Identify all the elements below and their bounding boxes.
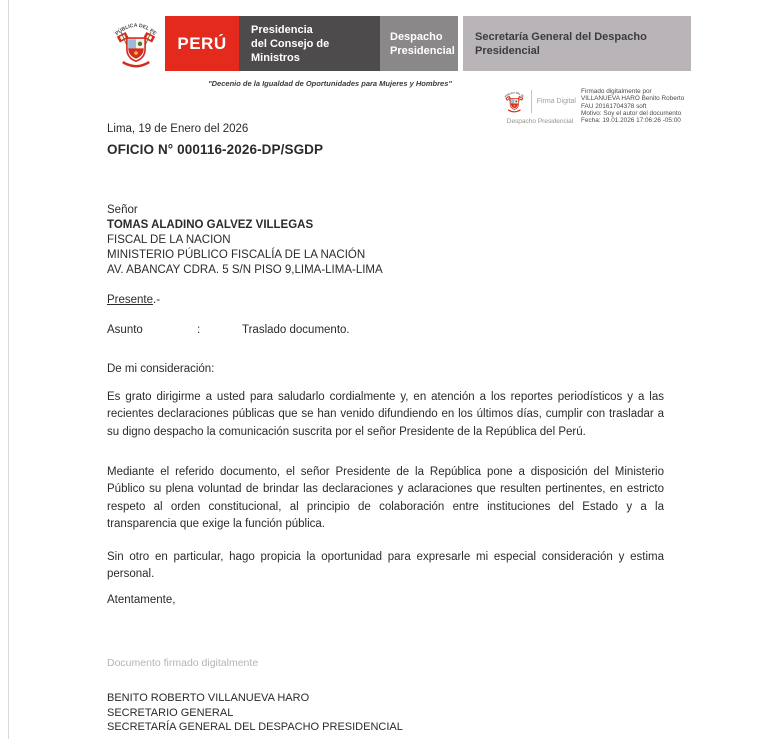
signer-block xyxy=(107,691,403,735)
presente-word: Presente xyxy=(107,294,154,306)
block-presidencia-consejo-ministros xyxy=(239,16,380,71)
firma-digital-box xyxy=(502,87,578,115)
signature-details xyxy=(581,88,721,124)
date-line: Lima, 19 de Enero del 2026 xyxy=(107,123,249,135)
subject-row xyxy=(107,324,350,336)
office-line-1: Despacho xyxy=(390,30,443,43)
presente-line xyxy=(107,294,160,306)
ministry-line-1: Presidencia xyxy=(251,23,313,36)
ministry-line-2: del Consejo de Ministros xyxy=(251,37,330,64)
recipient-institution: MINISTERIO PÚBLICO FISCALÍA DE LA NACIÓN xyxy=(107,249,366,261)
signature-detail-line: FAU 20161704378 soft xyxy=(581,102,647,110)
body-paragraph: Es grato dirigirme a usted para saludarlo cordialmente y, en atención a los reportes periodísticos y a las recientes declaraciones públicas que se han venido difundiendo en los últimos días, cumplir con trasladar a su digno despacho la comunicación suscrita por el señor Presidente de la República del Perú. xyxy=(107,391,664,438)
recipient-name: TOMAS ALADINO GALVEZ VILLEGAS xyxy=(107,219,314,231)
block-secretaria-general xyxy=(463,16,691,71)
salutation: Señor xyxy=(107,204,138,216)
digitally-signed-note: Documento firmado digitalmente xyxy=(107,657,259,669)
firma-digital-label: Firma Digital xyxy=(531,90,578,113)
subject-label: Asunto xyxy=(107,324,143,336)
brand-text: PERÚ xyxy=(177,33,227,53)
page-edge-divider xyxy=(8,0,9,739)
subject-value: Traslado documento. xyxy=(242,324,350,336)
brand-block-peru xyxy=(165,16,239,71)
recipient-address: AV. ABANCAY CDRA. 5 S/N PISO 9,LIMA-LIMA-LIMA xyxy=(107,264,383,276)
signature-detail-line: VILLANUEVA HARO Benito Roberto xyxy=(581,95,685,103)
body-paragraph: Mediante el referido documento, el señor Presidente de la República pone a disposición del Ministerio Público su plena voluntad de brindar las declaraciones y aclaraciones que resulten pertinentes, en estricto respeto al orden constitucional, al principio de colaboración entre instituciones del Estado y a la transparencia que exige la función pública. xyxy=(107,466,664,530)
office-line-2: Presidencial xyxy=(390,44,455,57)
subject-separator: : xyxy=(197,324,201,336)
signature-detail-line: Fecha: 19.01.2026 17:06:26 -05:00 xyxy=(581,117,681,125)
stamp-entity-label: Despacho Presidencial xyxy=(506,118,574,125)
recipient-title: FISCAL DE LA NACION xyxy=(107,234,231,246)
signature-detail-line: Firmado digitalmente por xyxy=(581,88,652,95)
closing-line: Atentamente, xyxy=(107,594,176,606)
presente-suffix: .- xyxy=(153,294,161,306)
recipient-block xyxy=(107,203,383,278)
body-paragraph: Sin otro en particular, hago propicia la oportunidad para expresarle mi especial consideración y estima personal. xyxy=(107,551,664,581)
digital-signature-stamp xyxy=(502,87,578,125)
secretariat-label: Secretaría General del Despacho Presidencial xyxy=(475,30,647,57)
block-despacho-presidencial xyxy=(380,16,458,71)
peru-coat-of-arms-icon xyxy=(502,87,527,115)
signer-name: BENITO ROBERTO VILLANUEVA HARO xyxy=(107,692,310,704)
signature-detail-line: Motivo: Soy el autor del documento xyxy=(581,109,682,117)
greeting-line: De mi consideración: xyxy=(107,363,215,375)
signer-title: SECRETARIO GENERAL xyxy=(107,706,234,719)
decenio-motto: "Decenio de la Igualdad de Oportunidades para Mujeres y Hombres" xyxy=(208,79,452,88)
peru-coat-of-arms-icon xyxy=(108,14,164,72)
signer-office: SECRETARÍA GENERAL DEL DESPACHO PRESIDENCIAL xyxy=(107,721,403,733)
letterhead xyxy=(108,14,691,72)
document-reference: OFICIO N° 000116-2026-DP/SGDP xyxy=(107,142,324,157)
